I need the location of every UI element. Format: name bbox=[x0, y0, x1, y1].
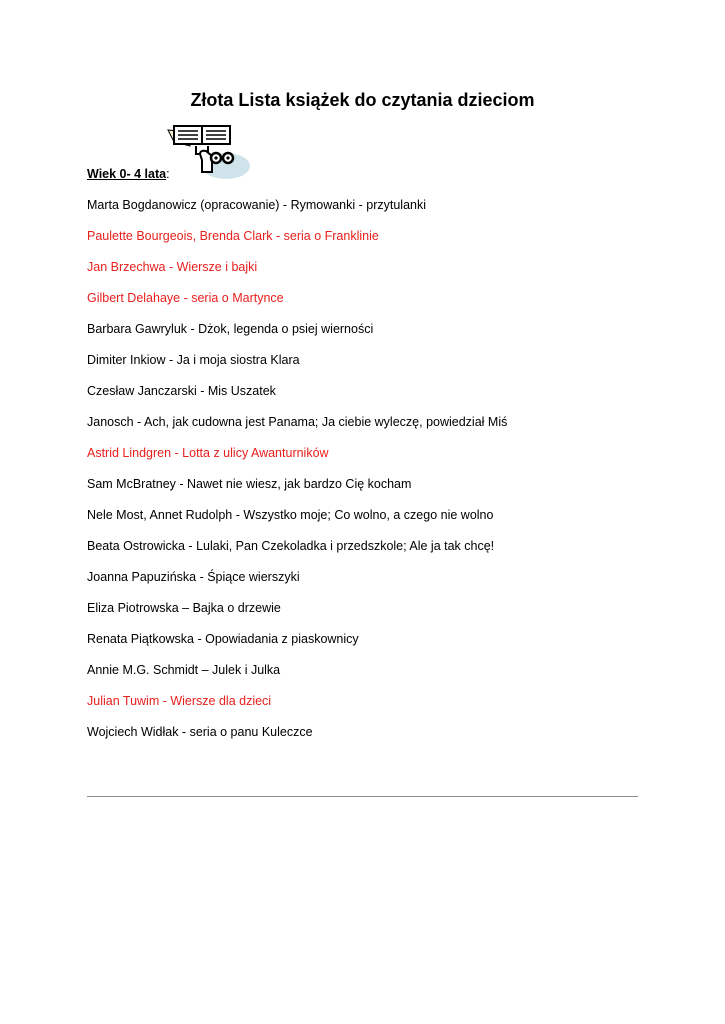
age-group-label: Wiek 0- 4 lata bbox=[87, 167, 167, 181]
book-list bbox=[87, 197, 507, 755]
book-item: Joanna Papuzińska - Śpiące wierszyki bbox=[87, 570, 300, 584]
book-item: Marta Bogdanowicz (opracowanie) - Rymowanki - przytulanki bbox=[87, 198, 427, 212]
book-item: Beata Ostrowicka - Lulaki, Pan Czekoladka i przedszkole; Ale ja tak chcę! bbox=[87, 539, 495, 553]
age-group-colon: : bbox=[166, 167, 170, 181]
book-item: Annie M.G. Schmidt – Julek i Julka bbox=[87, 663, 281, 677]
book-item: Paulette Bourgeois, Brenda Clark - seria o Franklinie bbox=[87, 229, 379, 243]
book-item: Eliza Piotrowska – Bajka o drzewie bbox=[87, 601, 281, 615]
book-item: Renata Piątkowska - Opowiadania z piaskownicy bbox=[87, 632, 359, 646]
age-group-heading bbox=[87, 166, 170, 182]
book-item: Gilbert Delahaye - seria o Martynce bbox=[87, 291, 284, 305]
book-item: Barbara Gawryluk - Dżok, legenda o psiej wierności bbox=[87, 322, 374, 336]
book-item: Julian Tuwim - Wiersze dla dzieci bbox=[87, 694, 272, 708]
book-item: Sam McBratney - Nawet nie wiesz, jak bardzo Cię kocham bbox=[87, 477, 412, 491]
book-item: Jan Brzechwa - Wiersze i bajki bbox=[87, 260, 258, 274]
book-reader-icon bbox=[166, 122, 252, 180]
document-title: Złota Lista książek do czytania dzieciom bbox=[190, 90, 535, 110]
book-item: Dimiter Inkiow - Ja i moja siostra Klara bbox=[87, 353, 300, 367]
footer-divider bbox=[87, 796, 638, 797]
book-item: Astrid Lindgren - Lotta z ulicy Awanturników bbox=[87, 446, 329, 460]
book-item: Czesław Janczarski - Mis Uszatek bbox=[87, 384, 276, 398]
book-item: Nele Most, Annet Rudolph - Wszystko moje; Co wolno, a czego nie wolno bbox=[87, 508, 494, 522]
book-item: Janosch - Ach, jak cudowna jest Panama; Ja ciebie wyleczę, powiedział Miś bbox=[87, 415, 508, 429]
book-item: Wojciech Widłak - seria o panu Kuleczce bbox=[87, 725, 313, 739]
